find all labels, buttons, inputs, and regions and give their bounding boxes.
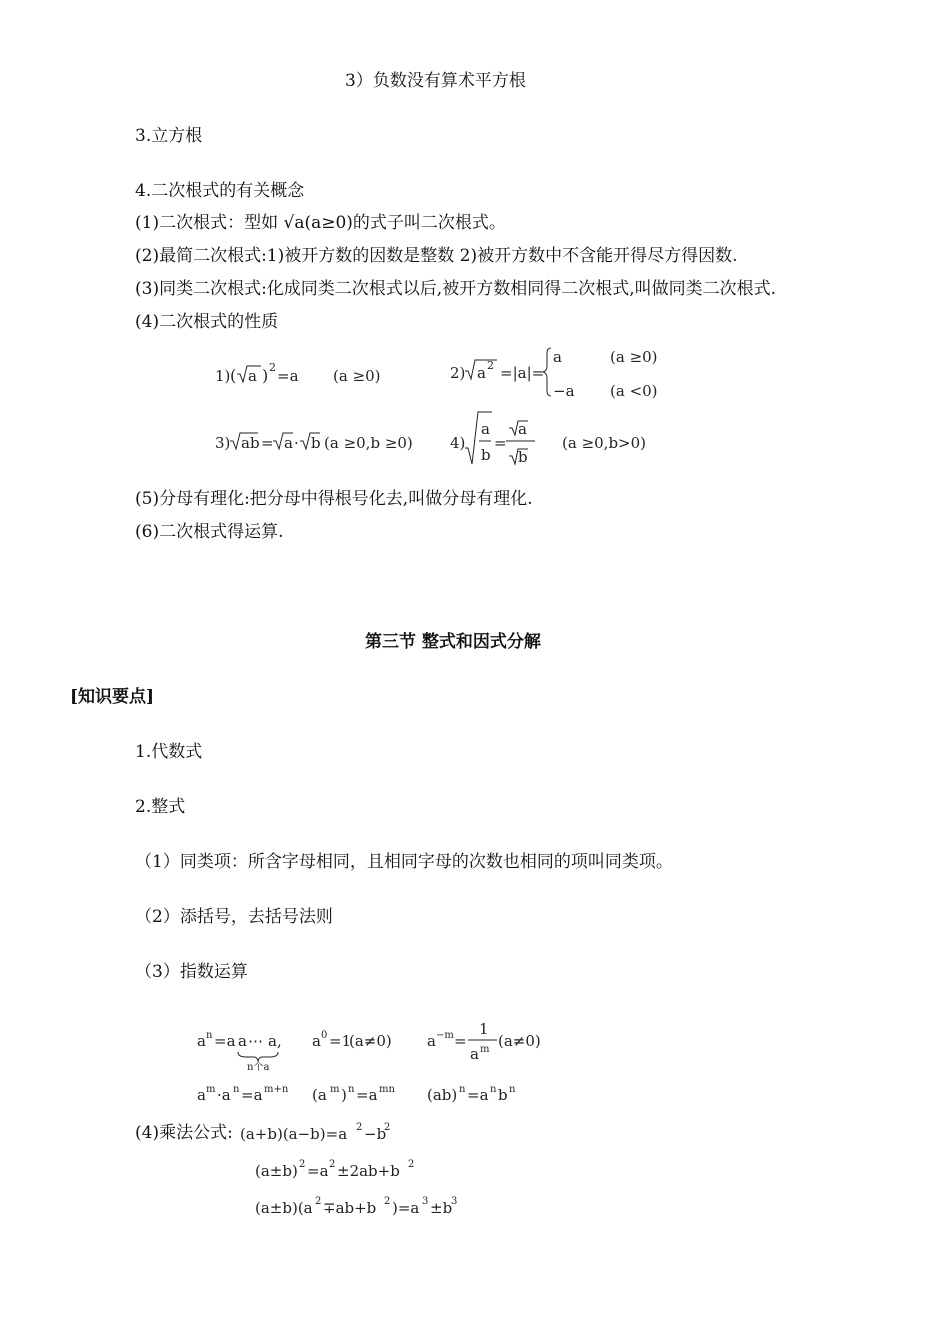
svg-text:±b: ±b — [430, 1199, 453, 1217]
exponent-rules-row-2 — [195, 1078, 545, 1108]
svg-text:=1: =1 — [329, 1032, 352, 1050]
svg-text:m: m — [480, 1044, 490, 1055]
svg-text:n: n — [490, 1084, 497, 1095]
svg-text:n: n — [233, 1084, 240, 1095]
definition-root-operations: (6)二次根式得运算. — [135, 522, 284, 542]
svg-text:a: a — [427, 1032, 436, 1050]
svg-text:2: 2 — [315, 1196, 322, 1207]
svg-text:=: = — [494, 434, 507, 452]
heading-quadratic-root-concepts: 4.二次根式的有关概念 — [135, 181, 305, 201]
svg-text:m+n: m+n — [264, 1084, 289, 1095]
definition-like-roots: (3)同类二次根式:化成同类二次根式以后,被开方数相同得二次根式,叫做同类二次根式. — [135, 279, 777, 299]
svg-text:a: a — [477, 364, 486, 382]
p1-condition: (a ≥0) — [333, 367, 381, 385]
svg-text:a,: a, — [268, 1032, 282, 1050]
key-points-heading: [知识要点] — [70, 687, 155, 707]
svg-text:b: b — [311, 434, 321, 452]
svg-text:b: b — [481, 446, 491, 464]
p2-label: 2) — [450, 364, 466, 382]
svg-text:⋯: ⋯ — [248, 1032, 263, 1050]
p3-label: 3) — [215, 434, 231, 452]
svg-text:b: b — [498, 1086, 508, 1104]
heading-exponent-rules: （3）指数运算 — [135, 962, 248, 982]
svg-text:∓ab+b: ∓ab+b — [323, 1199, 377, 1217]
svg-text:ab: ab — [241, 434, 260, 452]
svg-text:=a: =a — [356, 1086, 378, 1104]
svg-text:(a+b)(a−b)=a: (a+b)(a−b)=a — [240, 1125, 348, 1143]
svg-text:2: 2 — [408, 1159, 415, 1170]
svg-text:3: 3 — [422, 1196, 429, 1207]
svg-text:(a: (a — [312, 1086, 327, 1104]
p3-condition: (a ≥0,b ≥0) — [324, 434, 413, 452]
svg-text:): ) — [262, 366, 269, 385]
svg-text:n: n — [459, 1084, 466, 1095]
svg-text:(ab): (ab) — [427, 1086, 458, 1104]
heading-root-properties: (4)二次根式的性质 — [135, 312, 279, 332]
root-property-2 — [445, 340, 675, 405]
p4-condition: (a ≥0,b>0) — [562, 434, 647, 452]
svg-text:b: b — [518, 448, 528, 466]
svg-text:(a±b): (a±b) — [255, 1162, 298, 1180]
svg-text:=: = — [261, 434, 274, 452]
svg-text:n: n — [348, 1084, 355, 1095]
svg-text:2: 2 — [384, 1122, 391, 1133]
svg-text:a: a — [248, 367, 257, 385]
svg-text:2: 2 — [329, 1159, 336, 1170]
definition-like-terms: （1）同类项：所含字母相同，且相同字母的次数也相同的项叫同类项。 — [135, 852, 673, 872]
heading-polynomial: 2.整式 — [135, 797, 186, 817]
svg-text:m: m — [206, 1084, 216, 1095]
svg-text:2: 2 — [269, 361, 276, 374]
p1-label: 1) — [215, 367, 231, 385]
svg-text:a: a — [518, 420, 527, 438]
definition-quadratic-root: (1)二次根式：型如 √a(a≥0)的式子叫二次根式。 — [135, 213, 506, 233]
svg-text:=a: =a — [307, 1162, 329, 1180]
svg-text:=: = — [454, 1032, 467, 1050]
root-property-1 — [210, 355, 410, 395]
svg-text:=a: =a — [241, 1086, 263, 1104]
p4-label: 4) — [450, 434, 466, 452]
exponent-rules-row-1 — [195, 1015, 565, 1075]
p2-cond1: (a ≥0) — [610, 348, 658, 366]
heading-cube-root: 3.立方根 — [135, 126, 203, 146]
svg-text:)=a: )=a — [392, 1199, 420, 1217]
heading-multiplication-formulas: (4)乘法公式: — [135, 1123, 233, 1143]
svg-text:n: n — [206, 1030, 213, 1041]
definition-rationalize: (5)分母有理化:把分母中得根号化去,叫做分母有理化. — [135, 489, 533, 509]
svg-text:(: ( — [230, 366, 237, 385]
section-title: 第三节 整式和因式分解 — [365, 632, 541, 652]
svg-text:·a: ·a — [217, 1086, 231, 1104]
svg-text:m: m — [330, 1084, 340, 1095]
svg-text:2: 2 — [384, 1196, 391, 1207]
root-property-4 — [445, 408, 665, 470]
svg-text:a: a — [312, 1032, 321, 1050]
svg-text:a: a — [470, 1045, 479, 1063]
item-negative-no-root: 3）负数没有算术平方根 — [345, 71, 526, 91]
zero-condition: (a≠0) — [349, 1032, 392, 1050]
svg-text:=a: =a — [467, 1086, 489, 1104]
svg-text:2: 2 — [487, 359, 494, 372]
svg-text:·: · — [294, 434, 299, 452]
neg-condition: (a≠0) — [498, 1032, 541, 1050]
svg-text:−b: −b — [364, 1125, 387, 1143]
svg-text:±2ab+b: ±2ab+b — [337, 1162, 400, 1180]
p2-case1: a — [553, 348, 562, 366]
svg-text:=a: =a — [277, 367, 299, 385]
brace-label: n个a — [247, 1062, 270, 1073]
svg-text:1: 1 — [479, 1020, 489, 1038]
formula-square-of-sum — [253, 1152, 453, 1182]
heading-algebraic-expression: 1.代数式 — [135, 742, 203, 762]
svg-text:a: a — [197, 1032, 206, 1050]
definition-simplest-root: (2)最简二次根式:1)被开方数的因数是整数 2)被开方数中不含能开得尽方得因数. — [135, 246, 738, 266]
root-property-3 — [210, 420, 430, 465]
svg-text:−m: −m — [436, 1030, 454, 1041]
svg-text:=|a|=: =|a|= — [500, 364, 545, 382]
svg-text:a: a — [197, 1086, 206, 1104]
p2-case2: −a — [553, 382, 575, 400]
svg-text:(a±b)(a: (a±b)(a — [255, 1199, 313, 1217]
svg-text:a: a — [284, 434, 293, 452]
svg-text:a: a — [481, 420, 490, 438]
svg-text:0: 0 — [321, 1030, 328, 1041]
p2-cond2: (a <0) — [610, 382, 658, 400]
svg-text:2: 2 — [356, 1122, 363, 1133]
rule-brackets: （2）添括号，去括号法则 — [135, 907, 333, 927]
svg-text:mn: mn — [379, 1084, 395, 1095]
svg-text:a: a — [238, 1032, 247, 1050]
svg-text:2: 2 — [299, 1159, 306, 1170]
formula-sum-of-cubes — [253, 1189, 483, 1219]
svg-text:3: 3 — [451, 1196, 458, 1207]
svg-text:=a: =a — [214, 1032, 236, 1050]
formula-difference-of-squares — [238, 1115, 438, 1145]
svg-text:n: n — [509, 1084, 516, 1095]
svg-text:): ) — [341, 1086, 347, 1104]
